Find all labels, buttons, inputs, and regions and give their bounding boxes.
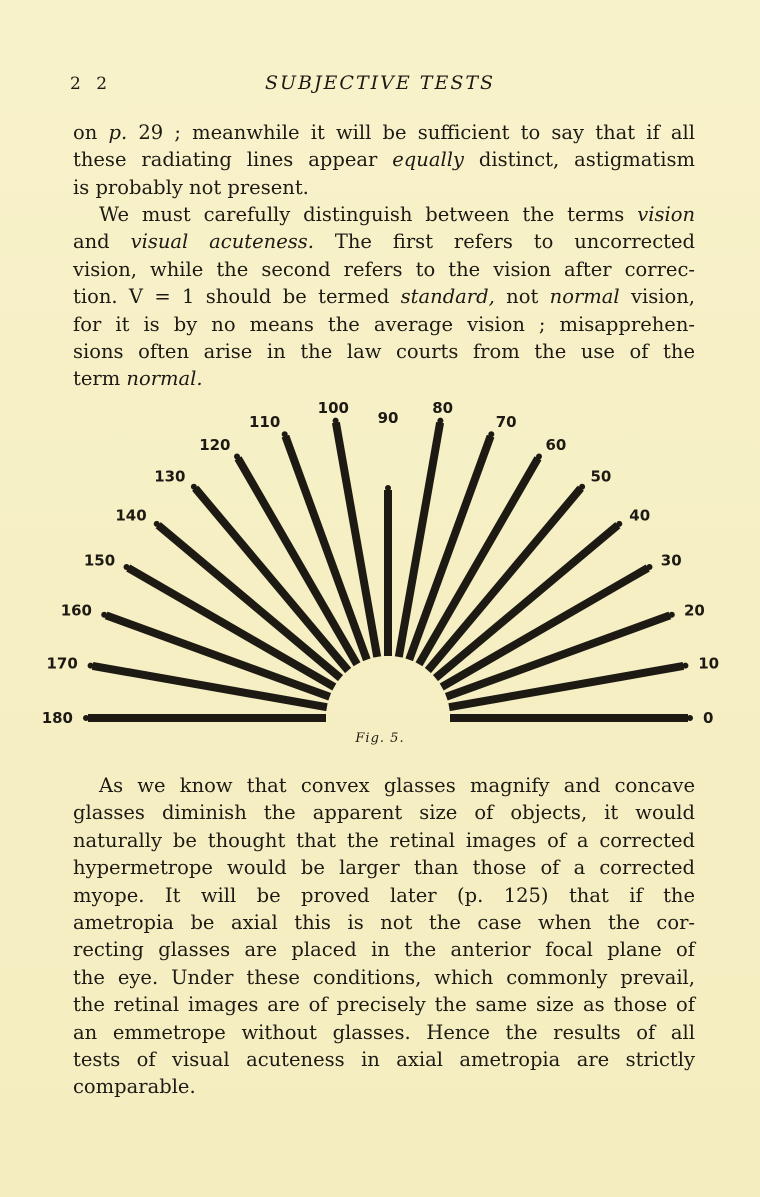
fan-ray-tip-120 [234, 454, 240, 460]
fan-label-50: 50 [590, 467, 612, 486]
fan-label-80: 80 [432, 400, 454, 417]
text-line: As we know that convex glasses magnify and concave [99, 774, 695, 797]
fan-ray-tip-180 [83, 715, 89, 721]
astigmatic-fan-chart [0, 400, 760, 730]
fan-label-60: 60 [545, 436, 567, 455]
fan-label-20: 20 [684, 601, 705, 620]
fan-ray-tip-170 [88, 663, 94, 669]
fan-ray-tip-80 [437, 418, 443, 424]
fan-ray-tip-0 [687, 715, 693, 721]
running-title: SUBJECTIVE TESTS [264, 72, 496, 94]
fan-ray-tip-90 [385, 485, 391, 491]
fan-label-170: 170 [46, 654, 78, 673]
fan-ray-tip-130 [191, 484, 197, 490]
fan-label-140: 140 [115, 506, 147, 525]
text-line: hypermetrope would be larger than those of a corrected [73, 856, 695, 880]
text-line: ametropia be axial this is not the case when the cor- [73, 911, 695, 935]
paragraph-2 [73, 201, 695, 393]
text-line: is probably not present. [73, 175, 309, 199]
fan-ray-tip-160 [101, 612, 107, 618]
fan-label-160: 160 [60, 601, 92, 620]
text-line: the retinal images are of precisely the same size as those of [73, 993, 695, 1017]
astigmatic-fan-figure [0, 400, 760, 760]
fan-ray-tip-40 [616, 521, 622, 527]
fan-ray-tip-70 [488, 431, 494, 437]
text-line: vision, while the second refers to the vision after correc- [73, 257, 695, 281]
fan-label-30: 30 [660, 551, 682, 570]
fan-ray-tip-20 [669, 612, 675, 618]
page-number: 2 2 [70, 74, 113, 94]
text-line: sions often arise in the law courts from the use of the [73, 340, 695, 364]
page-header [0, 72, 760, 98]
text-line: myope. It will be proved later (p. 125) that if the [73, 883, 695, 907]
figure-caption: Fig. 5. [355, 731, 405, 746]
fan-ray-tip-50 [579, 484, 585, 490]
fan-ray-tip-100 [333, 418, 339, 424]
text-line: recting glasses are placed in the anterior focal plane of [73, 938, 695, 962]
fan-label-70: 70 [495, 413, 517, 431]
fan-ray-tip-110 [282, 431, 288, 437]
fan-label-10: 10 [698, 654, 720, 673]
text-line: tion. V = 1 should be termed standard, not normal vision, [73, 285, 695, 309]
fan-label-130: 130 [154, 467, 186, 486]
text-line: term normal. [73, 367, 203, 391]
text-line: on p. 29 ; meanwhile it will be sufficient to say that if all [73, 121, 696, 144]
fan-label-110: 110 [248, 413, 281, 431]
fan-label-180: 180 [41, 709, 73, 727]
fan-label-0: 0 [703, 709, 714, 727]
fan-ray-tip-30 [647, 564, 653, 570]
text-line: comparable. [73, 1075, 196, 1099]
fan-label-90: 90 [377, 409, 399, 427]
paragraph-1 [73, 119, 695, 201]
fan-ray-tip-150 [124, 564, 130, 570]
text-line: We must carefully distinguish between the terms vision [99, 203, 695, 226]
fan-label-120: 120 [199, 436, 231, 455]
text-line: the eye. Under these conditions, which commonly prevail, [73, 965, 695, 989]
text-line: for it is by no means the average vision ; misapprehen- [73, 312, 695, 336]
fan-ray-tip-140 [154, 521, 160, 527]
text-line: glasses diminish the apparent size of objects, it would [73, 801, 695, 825]
fan-label-40: 40 [629, 506, 651, 525]
fan-label-100: 100 [317, 400, 349, 417]
text-line: tests of visual acuteness in axial ametropia are strictly [73, 1048, 695, 1072]
text-line: naturally be thought that the retinal images of a corrected [73, 828, 695, 852]
fan-ray-tip-60 [536, 454, 542, 460]
fan-label-150: 150 [83, 551, 116, 570]
fan-ray-tip-10 [682, 663, 688, 669]
text-line: an emmetrope without glasses. Hence the results of all [73, 1020, 695, 1044]
text-line: and visual acuteness. The first refers to uncorrected [73, 230, 695, 254]
text-line: these radiating lines appear equally distinct, astigmatism [73, 148, 695, 172]
paragraph-3 [73, 772, 695, 1101]
